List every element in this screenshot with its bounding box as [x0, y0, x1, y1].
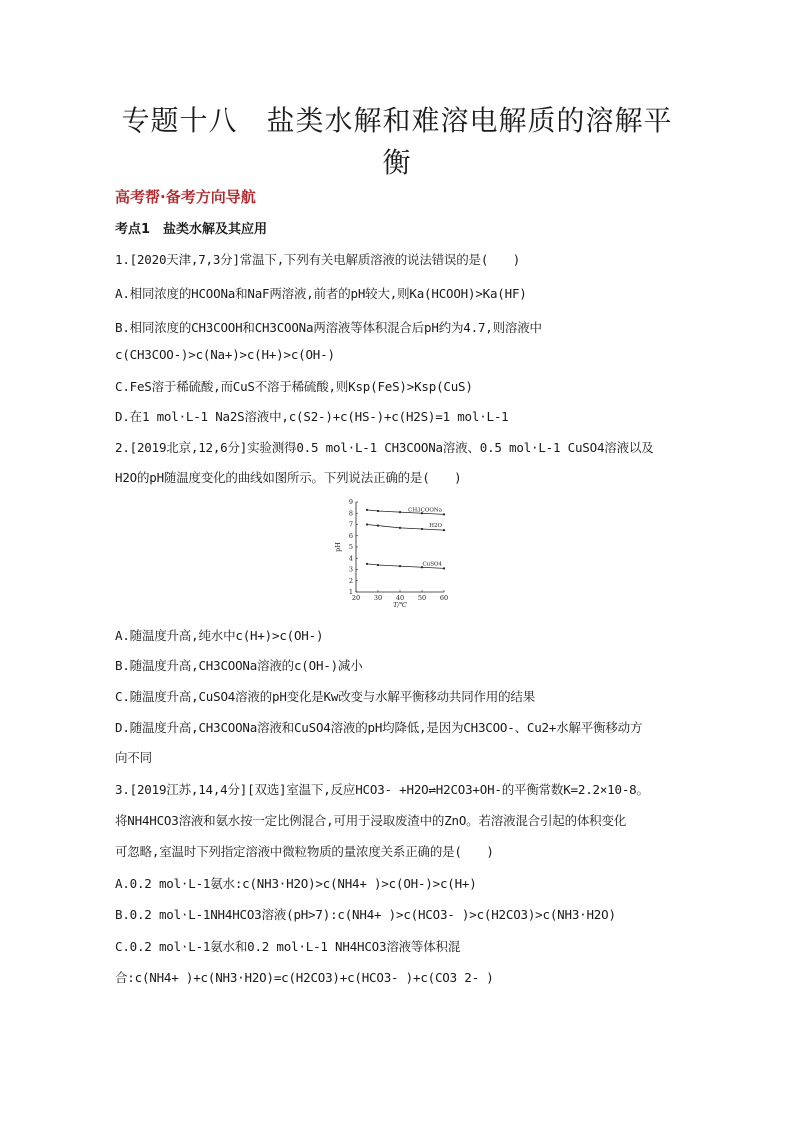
y-tick-label: 5 [348, 543, 353, 552]
q2-stem-line2: H2O的pH随温度变化的曲线如图所示。下列说法正确的是( ) [115, 470, 462, 485]
data-point [399, 565, 401, 567]
q2-option-c: C.随温度升高,CuSO4溶液的pH变化是Kw改变与水解平衡移动共同作用的结果 [115, 689, 536, 704]
data-point [443, 567, 445, 569]
q3-option-b: B.0.2 mol·L-1NH4HCO3溶液(pH>7):c(NH4+ )>c(HCO3- )>c(H2CO3)>c(NH3·H2O) [115, 907, 616, 922]
q1-option-c: C.FeS溶于稀硫酸,而CuS不溶于稀硫酸,则Ksp(FeS)>Ksp(CuS) [115, 379, 473, 394]
data-point [377, 564, 379, 566]
page-title [100, 100, 694, 184]
data-point [443, 529, 445, 531]
q1-option-a: A.相同浓度的HCOONa和NaF两溶液,前者的pH较大,则Ka(HCOOH)>Ka(HF) [115, 286, 527, 301]
title-line-2: 衡 [382, 146, 412, 179]
q3-option-a: A.0.2 mol·L-1氨水:c(NH3·H2O)>c(NH4+ )>c(OH-)>c(H+) [115, 876, 477, 891]
q2-option-b: B.随温度升高,CH3COONa溶液的c(OH-)减小 [115, 658, 363, 673]
x-tick-label: 30 [373, 594, 383, 602]
q3-stem-line3: 可忽略,室温时下列指定溶液中微粒物质的量浓度关系正确的是( ) [115, 844, 494, 859]
y-tick-label: 2 [348, 576, 353, 585]
y-tick-label: 4 [348, 554, 353, 563]
q3-stem-line2: 将NH4HCO3溶液和氨水按一定比例混合,可用于浸取废渣中的ZnO。若溶液混合引起的体积变化 [115, 813, 627, 828]
y-tick-label: 8 [348, 509, 353, 518]
y-tick-label: 1 [348, 588, 353, 597]
section-heading: 高考帮·备考方向导航 [115, 188, 256, 206]
y-tick-label: 3 [348, 565, 353, 574]
q3-stem-line1: 3.[2019江苏,14,4分][双选]室温下,反应HCO3- +H2O⇌H2CO3+OH-的平衡常数K=2.2×10-8。 [115, 782, 649, 797]
topic-heading: 考点1 盐类水解及其应用 [115, 222, 268, 237]
q2-option-d-line2: 向不同 [115, 750, 152, 765]
y-tick-label: 7 [348, 520, 353, 529]
x-tick-label: 40 [395, 594, 405, 602]
q1-option-b-line2: c(CH3COO-)>c(Na+)>c(H+)>c(OH-) [115, 347, 335, 362]
q3-option-c-line2: 合:c(NH4+ )+c(NH3·H2O)=c(H2CO3)+c(HCO3- )+c(CO3 2- ) [115, 970, 494, 985]
x-tick-label: 20 [351, 594, 361, 602]
series-label: CH3COONa [408, 507, 442, 514]
data-point [443, 513, 445, 515]
data-point [399, 511, 401, 513]
ph-temperature-chart [334, 496, 460, 608]
y-tick-label: 6 [348, 531, 353, 540]
data-point [421, 528, 423, 530]
q3-option-c-line1: C.0.2 mol·L-1氨水和0.2 mol·L-1 NH4HCO3溶液等体积混 [115, 939, 461, 954]
series-label: H2O [429, 523, 442, 530]
q2-option-a: A.随温度升高,纯水中c(H+)>c(OH-) [115, 628, 324, 643]
x-tick-label: 50 [417, 594, 427, 602]
data-point [377, 525, 379, 527]
x-axis-label: T/℃ [393, 601, 407, 608]
q2-option-d-line1: D.随温度升高,CH3COONa溶液和CuSO4溶液的pH均降低,是因为CH3COO-、Cu2+水解平衡移动方 [115, 720, 643, 735]
y-axis-label: pH [334, 542, 342, 552]
title-line-1: 专题十八 盐类水解和难溶电解质的溶解平 [121, 104, 673, 137]
q1-option-b-line1: B.相同浓度的CH3COOH和CH3COONa两溶液等体积混合后pH约为4.7,则溶液中 [115, 320, 542, 335]
data-point [366, 523, 368, 525]
q1-stem: 1.[2020天津,7,3分]常温下,下列有关电解质溶液的说法错误的是( ) [115, 252, 521, 267]
q1-option-d: D.在1 mol·L-1 Na2S溶液中,c(S2-)+c(HS-)+c(H2S)=1 mol·L-1 [115, 409, 509, 424]
y-tick-label: 9 [348, 498, 353, 507]
data-point [377, 510, 379, 512]
series-label: CuSO4 [422, 561, 442, 568]
x-tick-label: 60 [439, 594, 449, 602]
data-point [366, 509, 368, 511]
q2-stem-line1: 2.[2019北京,12,6分]实验测得0.5 mol·L-1 CH3COONa溶液、0.5 mol·L-1 CuSO4溶液以及 [115, 440, 654, 455]
data-point [366, 563, 368, 565]
data-point [399, 527, 401, 529]
